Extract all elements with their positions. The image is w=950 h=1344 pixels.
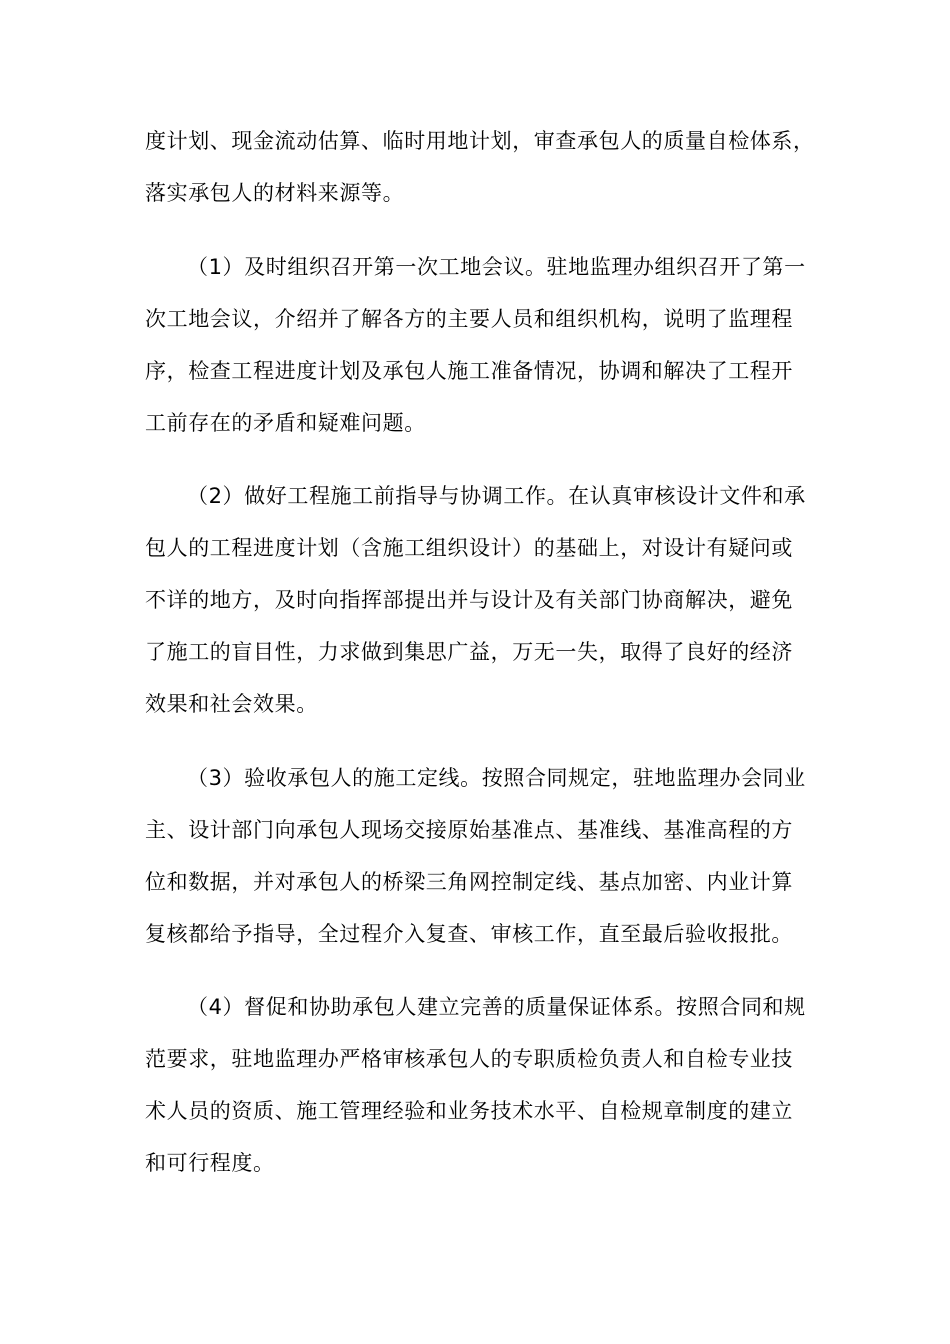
text-line: 术人员的资质、施工管理经验和业务技术水平、自检规章制度的建立	[145, 1099, 793, 1123]
text-line: 序，检查工程进度计划及承包人施工准备情况，协调和解决了工程开	[145, 359, 793, 383]
text-line: 度计划、现金流动估算、临时用地计划，审查承包人的质量自检体系，	[145, 129, 815, 153]
paragraph-3-first-line: （3）验收承包人的施工定线。按照合同规定，驻地监理办会同业	[187, 766, 806, 790]
text-line: 复核都给予指导，全过程介入复查、审核工作，直至最后验收报批。	[145, 922, 793, 946]
paragraph-4-first-line: （4）督促和协助承包人建立完善的质量保证体系。按照合同和规	[187, 995, 806, 1019]
text-line: 范要求，驻地监理办严格审核承包人的专职质检负责人和自检专业技	[145, 1047, 793, 1071]
text-line: 位和数据，并对承包人的桥梁三角网控制定线、基点加密、内业计算	[145, 870, 793, 894]
text-line: 主、设计部门向承包人现场交接原始基准点、基准线、基准高程的方	[145, 818, 793, 842]
paragraph-2-first-line: （2）做好工程施工前指导与协调工作。在认真审核设计文件和承	[187, 484, 806, 508]
text-line: 了施工的盲目性，力求做到集思广益，万无一失，取得了良好的经济	[145, 640, 793, 664]
text-line: 工前存在的矛盾和疑难问题。	[145, 411, 426, 435]
text-line: 效果和社会效果。	[145, 692, 318, 716]
paragraph-1-first-line: （1）及时组织召开第一次工地会议。驻地监理办组织召开了第一	[187, 255, 806, 279]
text-line: 不详的地方，及时向指挥部提出并与设计及有关部门协商解决，避免	[145, 588, 793, 612]
text-line: 和可行程度。	[145, 1151, 275, 1175]
text-line: 落实承包人的材料来源等。	[145, 181, 405, 205]
text-line: 包人的工程进度计划（含施工组织设计）的基础上，对设计有疑问或	[145, 536, 793, 560]
text-line: 次工地会议，介绍并了解各方的主要人员和组织机构，说明了监理程	[145, 307, 793, 331]
